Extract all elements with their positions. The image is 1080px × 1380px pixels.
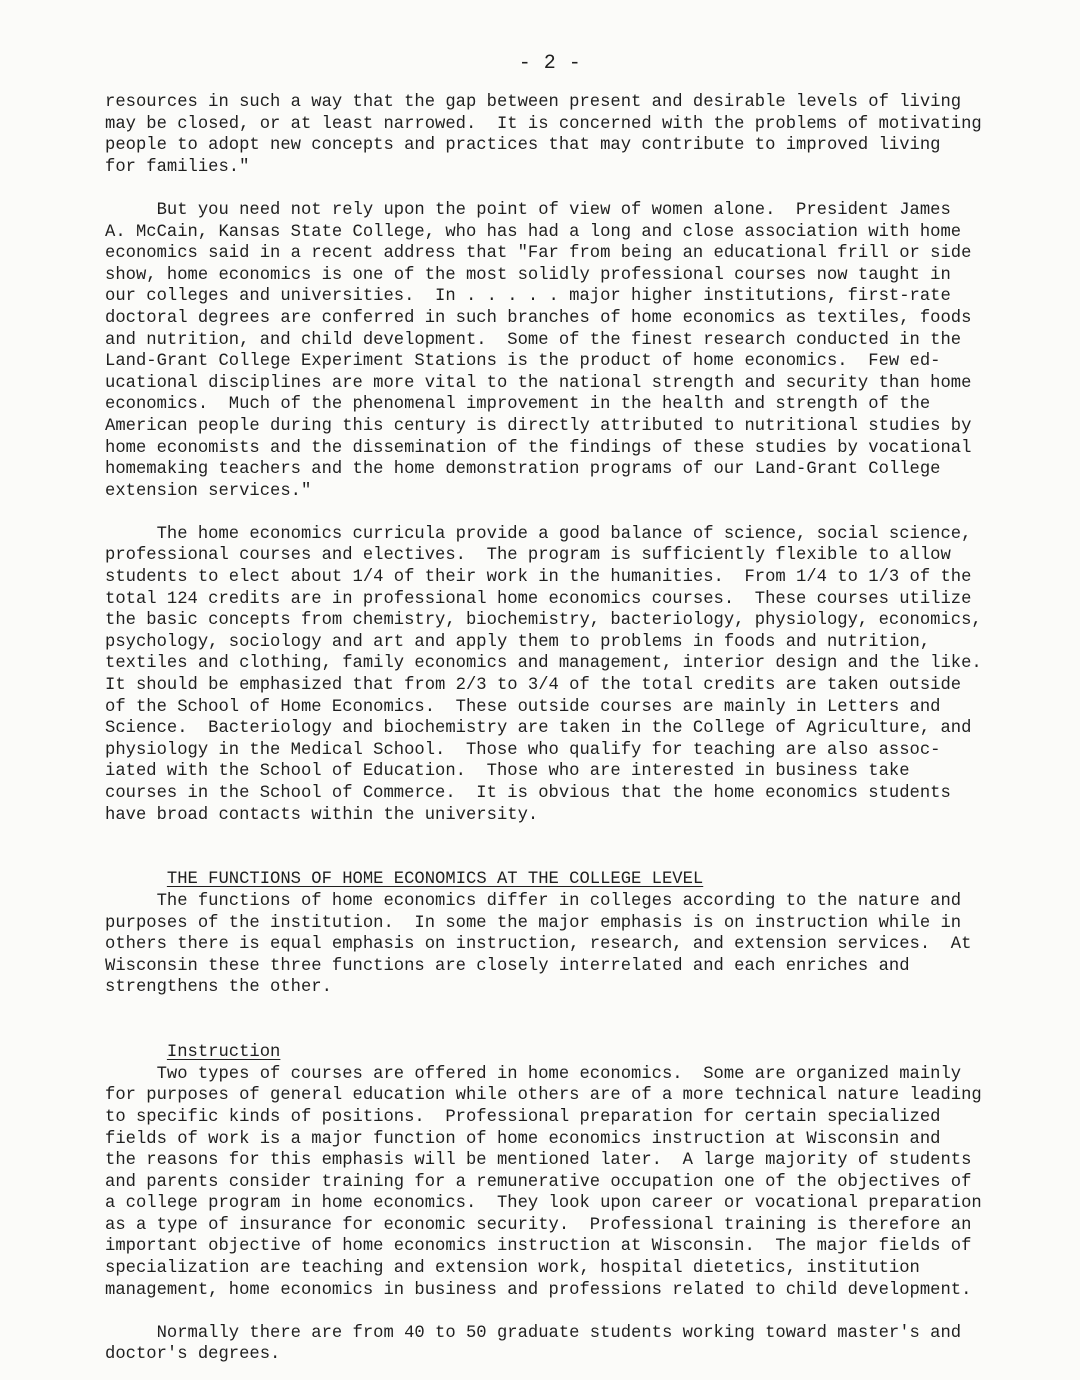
text-line: and parents consider training for a remunerative occupation one of the objectives of <box>105 1172 972 1192</box>
text-line: total 124 credits are in professional home economics courses. These courses utilize <box>105 589 972 609</box>
text-line: as a type of insurance for economic security. Professional training is therefore an <box>105 1215 972 1235</box>
text-line: The home economics curricula provide a good balance of science, social science, <box>105 524 972 544</box>
text-line: ucational disciplines are more vital to the national strength and security than home <box>105 373 972 393</box>
text-line: for families." <box>105 157 250 177</box>
text-line: the basic concepts from chemistry, biochemistry, bacteriology, physiology, economics, <box>105 611 982 631</box>
text-line: American people during this century is directly attributed to nutritional studies by <box>105 416 972 436</box>
text-line: economics said in a recent address that "Far from being an educational frill or side <box>105 244 972 264</box>
text-line: Land-Grant College Experiment Stations is the product of home economics. Few ed- <box>105 352 941 372</box>
text-line: for purposes of general education while others are of a more technical nature leading <box>105 1086 982 1106</box>
text-line: psychology, sociology and art and apply them to problems in foods and nutrition, <box>105 632 931 652</box>
text-line: and nutrition, and child development. Some of the finest research conducted in the <box>105 330 962 350</box>
text-line: homemaking teachers and the home demonstration programs of our Land-Grant College <box>105 460 941 480</box>
text-line: students to elect about 1/4 of their work in the humanities. From 1/4 to 1/3 of the <box>105 568 972 588</box>
text-line: iated with the School of Education. Those who are interested in business take <box>105 762 910 782</box>
text-line: doctor's degrees. <box>105 1345 281 1365</box>
paragraph-graduate <box>105 1323 1035 1366</box>
text-line: our colleges and universities. In . . . . . major higher institutions, first-rate <box>105 287 951 307</box>
text-line: show, home economics is one of the most solidly professional courses now taught in <box>105 265 951 285</box>
text-line: purposes of the institution. In some the major emphasis is on instruction while in <box>105 913 962 933</box>
text-line: physiology in the Medical School. Those who qualify for teaching are also assoc- <box>105 740 941 760</box>
text-line: doctoral degrees are conferred in such branches of home economics as textiles, foods <box>105 308 972 328</box>
text-line: to specific kinds of positions. Professional preparation for certain specialized <box>105 1107 941 1127</box>
text-line: professional courses and electives. The program is sufficiently flexible to allow <box>105 546 951 566</box>
text-line: specialization are teaching and extension work, hospital dietetics, institution <box>105 1259 920 1279</box>
text-line: have broad contacts within the university. <box>105 805 539 825</box>
paragraph-instruction <box>105 1064 1035 1302</box>
text-line: A. McCain, Kansas State College, who has had a long and close association with home <box>105 222 962 242</box>
section-heading: THE FUNCTIONS OF HOME ECONOMICS AT THE COLLEGE LEVEL <box>166 870 704 890</box>
text-line: Wisconsin these three functions are closely interrelated and each enriches and <box>105 956 910 976</box>
text-line: a college program in home economics. They look upon career or vocational preparation <box>105 1194 982 1214</box>
subheading-instruction: Instruction <box>166 1043 281 1063</box>
text-line: people to adopt new concepts and practices that may contribute to improved living <box>105 136 941 156</box>
text-line: strengthens the other. <box>105 978 332 998</box>
text-line: of the School of Home Economics. These outside courses are mainly in Letters and <box>105 697 941 717</box>
text-line: management, home economics in business and professions related to child development. <box>105 1280 972 1300</box>
text-line: fields of work is a major function of home economics instruction at Wisconsin and <box>105 1129 941 1149</box>
text-line: extension services." <box>105 481 312 501</box>
text-line: resources in such a way that the gap between present and desirable levels of living <box>105 93 962 112</box>
document-body <box>105 92 1035 1366</box>
text-line: may be closed, or at least narrowed. It is concerned with the problems of motivating <box>105 114 982 134</box>
text-line: important objective of home economics instruction at Wisconsin. The major fields of <box>105 1237 972 1257</box>
text-line: Science. Bacteriology and biochemistry are taken in the College of Agriculture, and <box>105 719 972 739</box>
paragraph-3 <box>105 524 1035 826</box>
text-line: The functions of home economics differ in colleges according to the nature and <box>105 891 962 911</box>
text-line: others there is equal emphasis on instruction, research, and extension services. At <box>105 935 972 955</box>
paragraph-2 <box>105 200 1035 502</box>
page-number: - 2 - <box>518 52 582 75</box>
text-line: But you need not rely upon the point of view of women alone. President James <box>105 200 951 220</box>
text-line: courses in the School of Commerce. It is obvious that the home economics students <box>105 784 951 803</box>
paragraph-functions <box>105 891 1035 999</box>
text-line: Normally there are from 40 to 50 graduate students working toward master's and <box>105 1323 962 1343</box>
paragraph-1 <box>105 92 1035 178</box>
text-line: textiles and clothing, family economics and management, interior design and the like. <box>105 654 982 674</box>
text-line: It should be emphasized that from 2/3 to 3/4 of the total credits are taken outside <box>105 676 962 696</box>
text-line: Two types of courses are offered in home economics. Some are organized mainly <box>105 1064 962 1084</box>
text-line: the reasons for this emphasis will be mentioned later. A large majority of students <box>105 1151 972 1171</box>
text-line: home economists and the dissemination of the findings of these studies by vocational <box>105 438 972 458</box>
text-line: economics. Much of the phenomenal improvement in the health and strength of the <box>105 395 931 415</box>
